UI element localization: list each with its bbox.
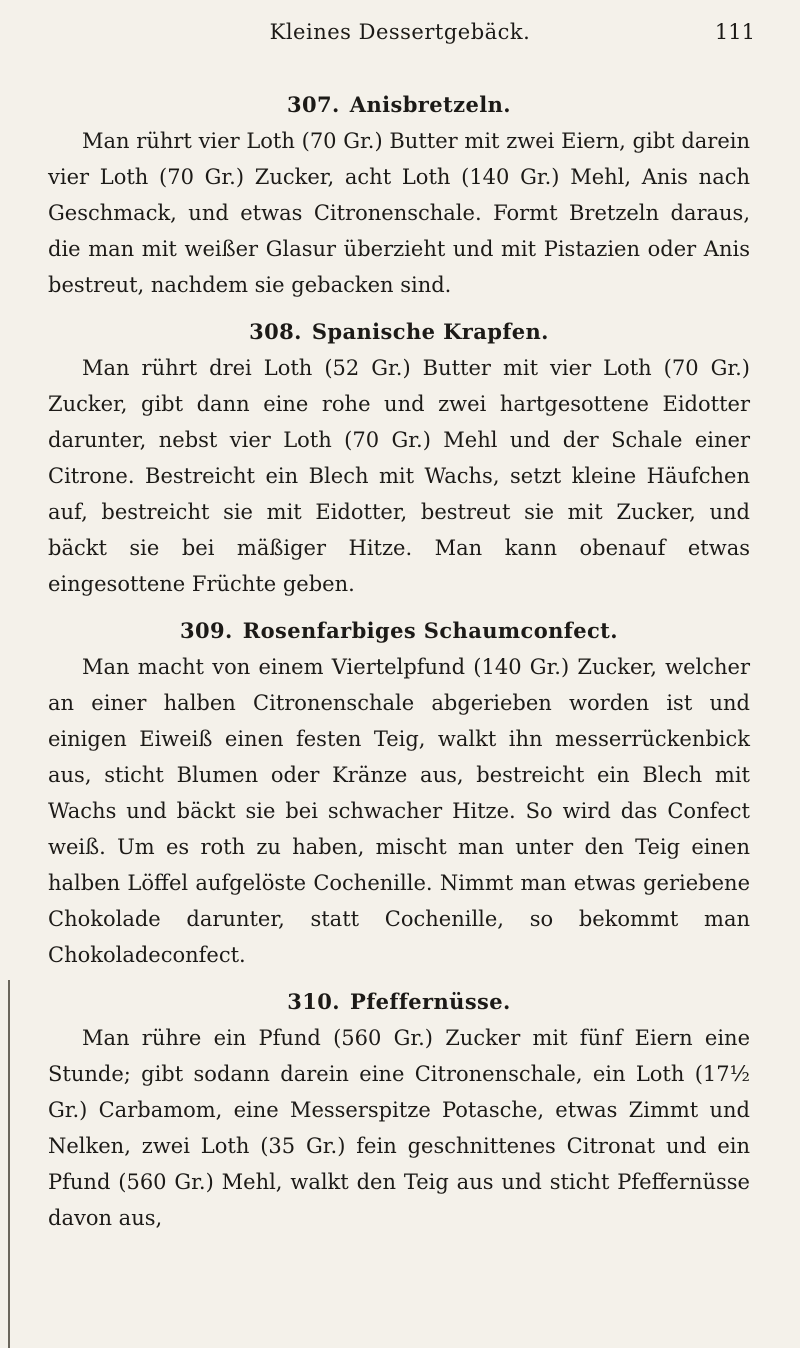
recipe-309 bbox=[48, 618, 750, 973]
recipe-heading bbox=[48, 618, 750, 643]
recipe-heading bbox=[48, 319, 750, 344]
page-edge-line bbox=[8, 980, 10, 1348]
recipe-number: 307. bbox=[287, 92, 340, 117]
recipe-308 bbox=[48, 319, 750, 602]
page-content bbox=[48, 76, 750, 1242]
recipe-number: 310. bbox=[287, 989, 340, 1014]
recipe-number: 308. bbox=[249, 319, 302, 344]
page-number: 111 bbox=[714, 20, 755, 44]
recipe-title: Spanische Krapfen. bbox=[311, 319, 549, 344]
recipe-title: Rosenfarbiges Schaumconfect. bbox=[242, 618, 618, 643]
recipe-title: Anisbretzeln. bbox=[349, 92, 511, 117]
recipe-text: Man rühre ein Pfund (560 Gr.) Zucker mit fünf Eiern eine Stunde; gibt sodann darein eine Citronenschale, ein Loth (17½ Gr.) Carbamom, eine Messerspitze Potasche, etwas Zimmt und Nelken, zwei Loth (35 Gr.) fein geschnittenes Citronat und ein Pfund (560 Gr.) Mehl, walkt den Teig aus und sticht Pfeffernüsse davon aus, bbox=[48, 1026, 750, 1230]
recipe-text: Man macht von einem Viertelpfund (140 Gr.) Zucker, welcher an einer halben Citronenschale abgerieben worden ist und einigen Eiweiß einen festen Teig, walkt ihn messerrückenbick aus, sticht Blumen oder Kränze aus, bestreicht ein Blech mit Wachs und bäckt sie bei schwacher Hitze. So wird das Confect weiß. Um es roth zu haben, mischt man unter den Teig einen halben Löffel aufgelöste Cochenille. Nimmt man etwas geriebene Chokolade darunter, statt Cochenille, so bekommt man Chokoladeconfect. bbox=[48, 655, 750, 967]
recipe-heading bbox=[48, 92, 750, 117]
recipe-310 bbox=[48, 989, 750, 1236]
recipe-text: Man rührt drei Loth (52 Gr.) Butter mit vier Loth (70 Gr.) Zucker, gibt dann eine rohe und zwei hartgesottene Eidotter darunter, nebst vier Loth (70 Gr.) Mehl und der Schale einer Citrone. Bestreicht ein Blech mit Wachs, setzt kleine Häufchen auf, bestreicht sie mit Eidotter, bestreut sie mit Zucker, und bäckt sie bei mäßiger Hitze. Man kann obenauf etwas eingesottene Früchte geben. bbox=[48, 356, 750, 596]
running-head bbox=[0, 20, 800, 54]
recipe-number: 309. bbox=[180, 618, 233, 643]
recipe-title: Pfeffernüsse. bbox=[350, 989, 511, 1014]
recipe-text: Man rührt vier Loth (70 Gr.) Butter mit zwei Eiern, gibt darein vier Loth (70 Gr.) Zucker, acht Loth (140 Gr.) Mehl, Anis nach Geschmack, und etwas Citronenschale. Formt Bretzeln daraus, die man mit weißer Glasur überzieht und mit Pistazien oder Anis bestreut, nachdem sie gebacken sind. bbox=[48, 129, 750, 297]
running-head-title: Kleines Dessertgebäck. bbox=[269, 20, 531, 44]
recipe-heading bbox=[48, 989, 750, 1014]
recipe-307 bbox=[48, 92, 750, 303]
